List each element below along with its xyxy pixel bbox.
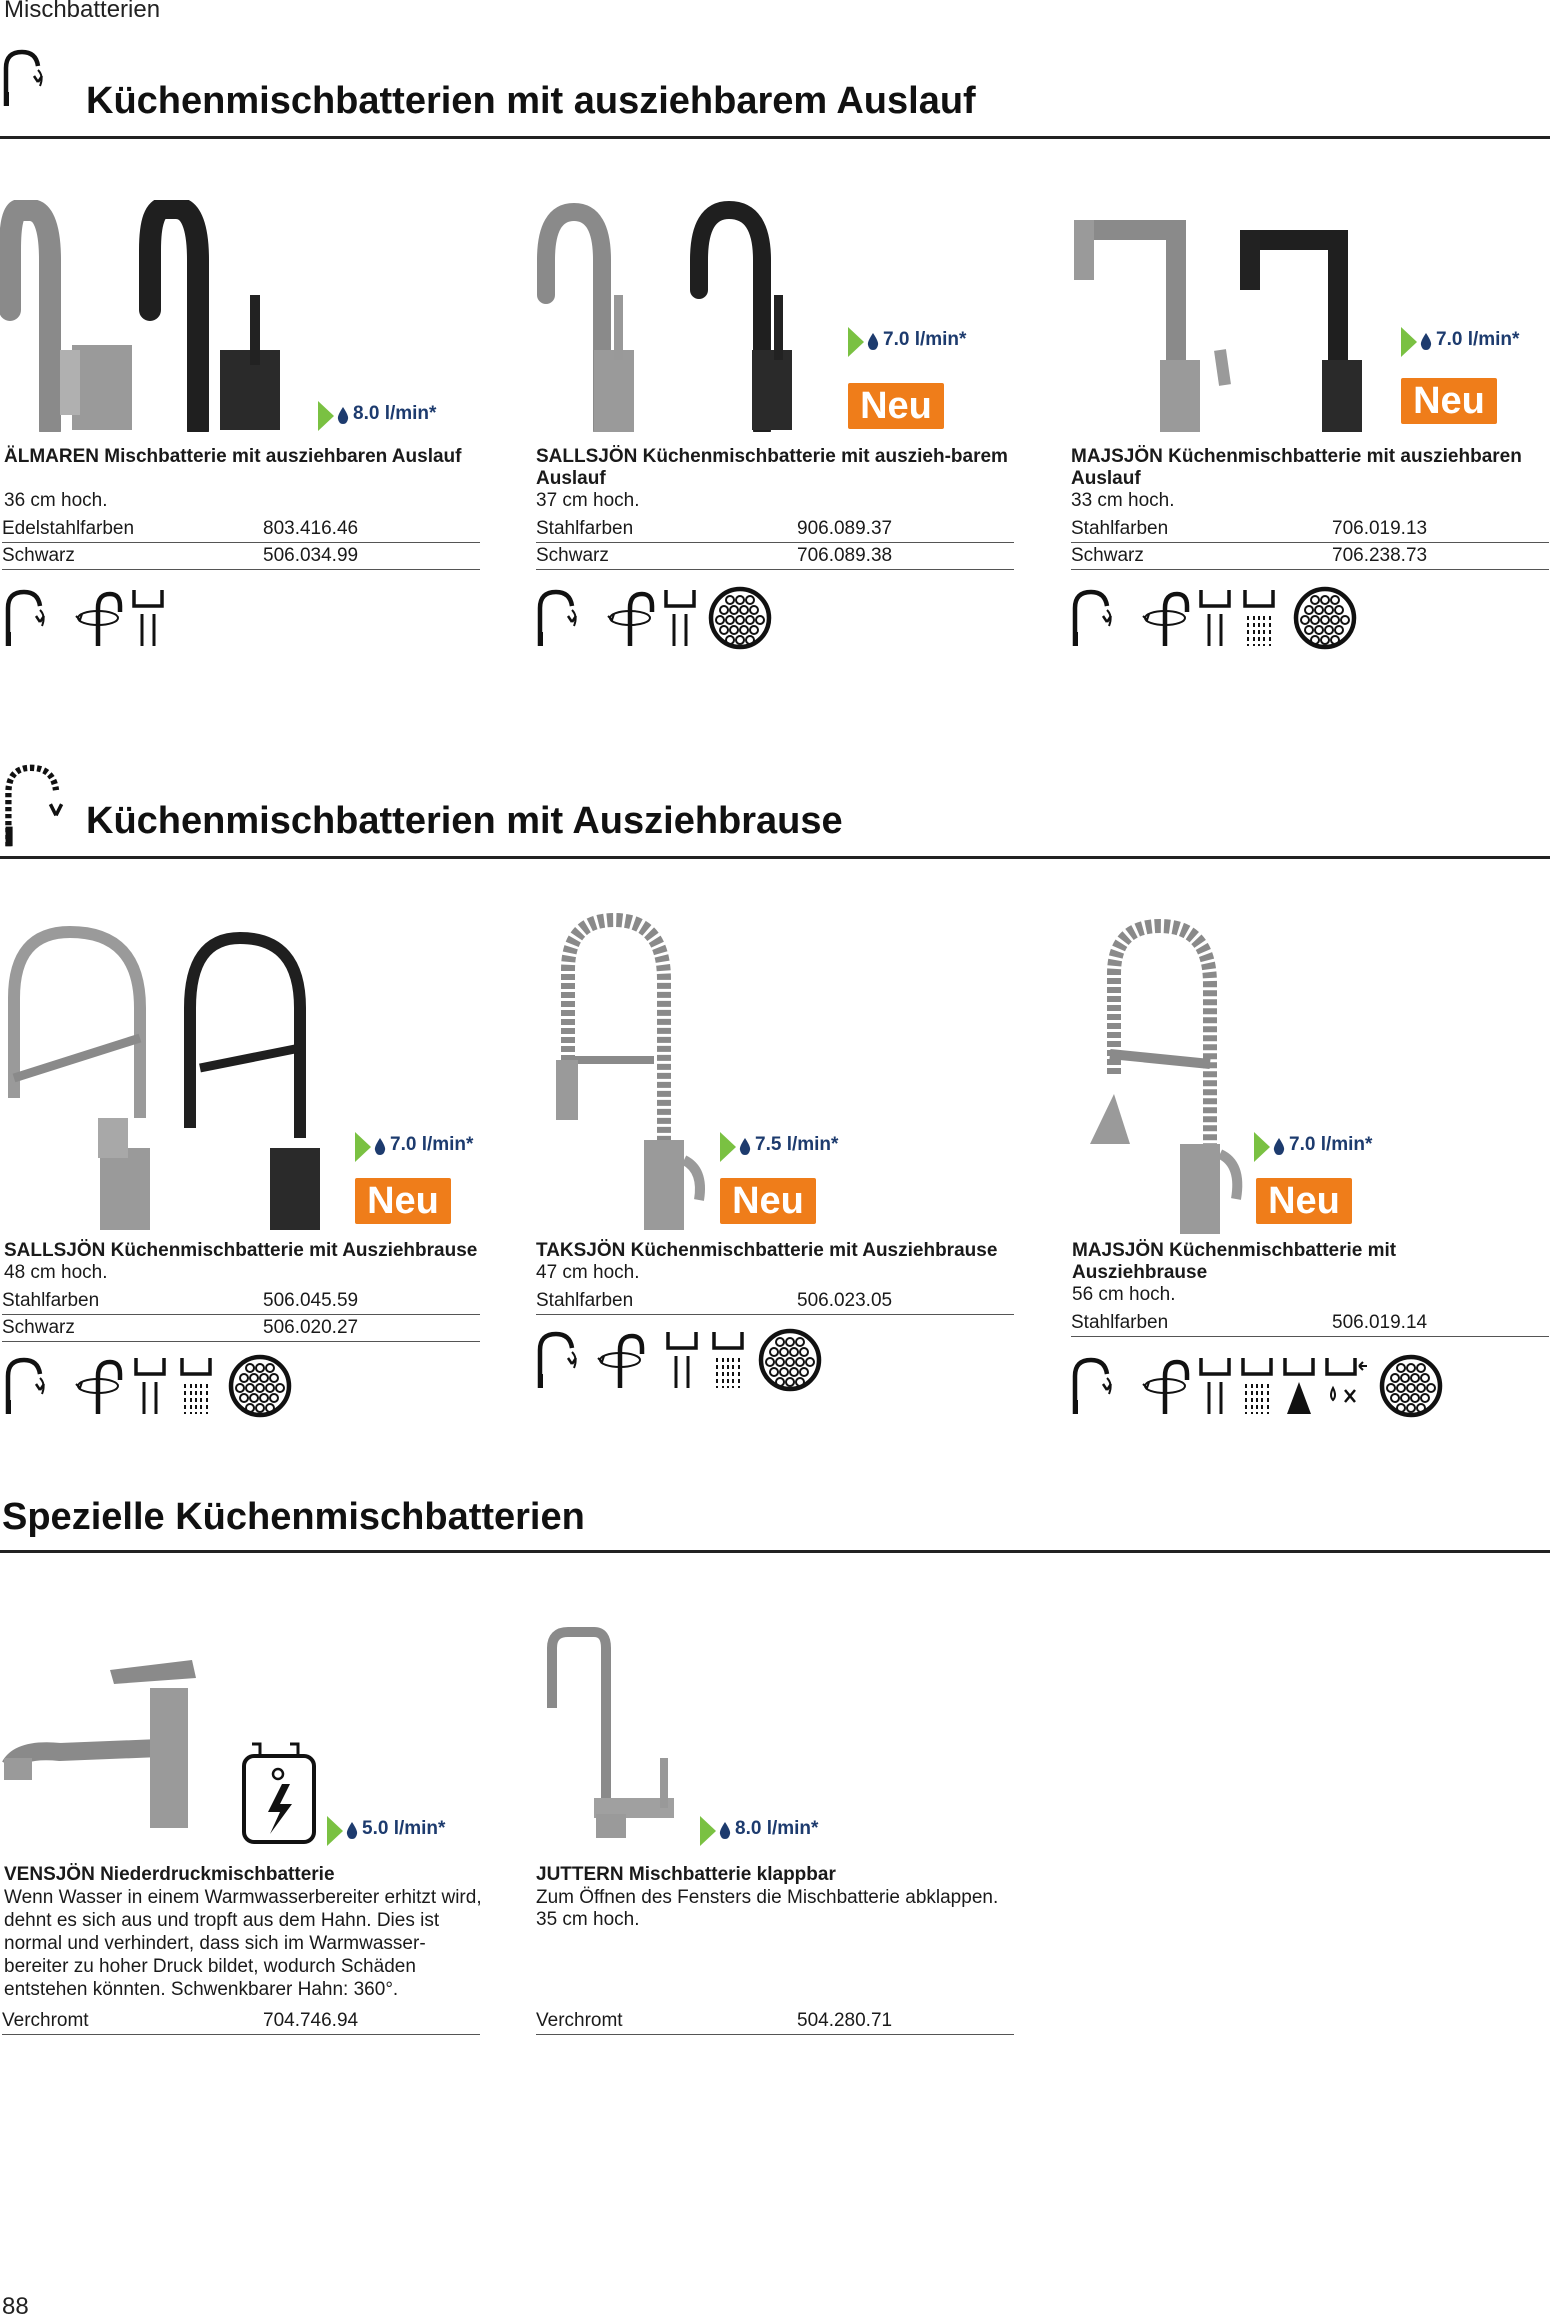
product-description-vensjon: Wenn Wasser in einem Warmwasserbereiter erhitzt wird, dehnt es sich aus und tropft aus dem Hahn. Dies ist normal und verhindert, dass sich im Warmwasser-bereiter zu hoher Druck bildet, wodurch Schäden entstehen könnten. Schwenkbarer Hahn: 360°. [4, 1887, 482, 2000]
variant-row: Stahlfarben 706.019.13 [1071, 516, 1549, 543]
water-stop-icon [1323, 1354, 1367, 1418]
single-hole-icon [1197, 1354, 1233, 1418]
page-number: 88 [2, 2293, 29, 2320]
product-image-sallsjon-spray [0, 918, 340, 1230]
section-rule [0, 136, 1550, 139]
product-name-almaren: ÄLMAREN Mischbatterie mit ausziehbaren Auslauf [4, 446, 462, 467]
swivel-spout-icon [74, 1354, 124, 1418]
single-hole-icon [130, 586, 166, 650]
product-image-vensjon [0, 1648, 210, 1828]
product-image-taksjon [534, 910, 714, 1230]
pull-out-spray-icon [1069, 1354, 1119, 1418]
pull-out-spout-icon [0, 38, 50, 118]
anti-limescale-icon [228, 1354, 292, 1418]
product-image-majsjon [1070, 210, 1370, 432]
variant-row: Verchromt 504.280.71 [536, 2008, 1014, 2035]
pull-out-spout-icon [534, 586, 584, 650]
variant-row: Schwarz 706.238.73 [1071, 543, 1549, 570]
product-name-juttern: JUTTERN Mischbatterie klappbar [536, 1864, 836, 1885]
product-image-majsjon-spray [1070, 914, 1250, 1234]
swivel-spout-icon [596, 1328, 646, 1392]
variant-row: Schwarz 506.020.27 [2, 1315, 480, 1342]
variant-row: Stahlfarben 506.045.59 [2, 1288, 480, 1315]
product-height-sallsjon: 37 cm hoch. [536, 490, 640, 511]
new-badge: Neu [1256, 1178, 1352, 1224]
variant-row: Stahlfarben 506.019.14 [1071, 1310, 1549, 1337]
pull-out-spout-icon [2, 586, 52, 650]
swivel-spout-icon [606, 586, 656, 650]
anti-limescale-icon [708, 586, 772, 650]
new-badge: Neu [720, 1178, 816, 1224]
product-height-sallsjon-spray: 48 cm hoch. [4, 1262, 108, 1283]
product-height-majsjon-spray: 56 cm hoch. [1072, 1284, 1176, 1305]
product-image-sallsjon [534, 200, 834, 432]
product-height-majsjon: 33 cm hoch. [1071, 490, 1175, 511]
jet-function-icon [1281, 1354, 1317, 1418]
new-badge: Neu [355, 1178, 451, 1224]
product-image-juttern [534, 1618, 694, 1838]
swivel-spout-icon [1141, 1354, 1191, 1418]
variant-row: Verchromt 704.746.94 [2, 2008, 480, 2035]
section-title: Spezielle Küchenmischbatterien [2, 1496, 585, 1538]
pull-out-spray-icon [534, 1328, 584, 1392]
product-image-almaren [0, 200, 300, 432]
variant-row: Stahlfarben 906.089.37 [536, 516, 1014, 543]
section-title: Küchenmischbatterien mit ausziehbarem Auslauf [86, 80, 976, 122]
pull-out-spray-icon [2, 1354, 52, 1418]
new-badge: Neu [1401, 378, 1497, 424]
variant-row: Schwarz 506.034.99 [2, 543, 480, 570]
product-name-majsjon-spray: MAJSJÖN Küchenmischbatterie mit Ausziehbrause [1072, 1240, 1397, 1283]
product-height-taksjon: 47 cm hoch. [536, 1262, 640, 1283]
variant-row: Stahlfarben 506.023.05 [536, 1288, 1014, 1315]
spray-function-icon [178, 1354, 214, 1418]
swivel-spout-icon [74, 586, 124, 650]
single-hole-icon [1197, 586, 1233, 650]
section-rule [0, 856, 1550, 859]
spray-function-icon [710, 1328, 746, 1392]
pull-out-spout-icon [1069, 586, 1119, 650]
variant-row: Edelstahlfarben 803.416.46 [2, 516, 480, 543]
anti-limescale-icon [758, 1328, 822, 1392]
spray-function-icon [1239, 1354, 1275, 1418]
anti-limescale-icon [1293, 586, 1357, 650]
water-heater-icon [240, 1734, 320, 1844]
anti-limescale-icon [1379, 1354, 1443, 1418]
spray-function-icon [1241, 586, 1277, 650]
product-name-majsjon: MAJSJÖN Küchenmischbatterie mit ausziehbaren Auslauf [1071, 446, 1522, 489]
product-height-almaren: 36 cm hoch. [4, 490, 108, 511]
single-hole-icon [132, 1354, 168, 1418]
pull-out-spray-icon [0, 762, 70, 852]
single-hole-icon [664, 1328, 700, 1392]
product-description-juttern: Zum Öffnen des Fensters die Mischbatterie abklappen. [536, 1887, 999, 1908]
product-height-juttern: 35 cm hoch. [536, 1909, 640, 1930]
product-name-taksjon: TAKSJÖN Küchenmischbatterie mit Ausziehbrause [536, 1240, 998, 1261]
single-hole-icon [662, 586, 698, 650]
product-name-sallsjon-spray: SALLSJÖN Küchenmischbatterie mit Ausziehbrause [4, 1240, 478, 1261]
swivel-spout-icon [1141, 586, 1191, 650]
section-rule [0, 1550, 1550, 1553]
product-name-sallsjon: SALLSJÖN Küchenmischbatterie mit auszieh-barem Auslauf [536, 446, 1008, 489]
new-badge: Neu [848, 383, 944, 429]
section-title: Küchenmischbatterien mit Ausziehbrause [86, 800, 843, 842]
page-header-section: Mischbatterien [4, 0, 161, 23]
product-name-vensjon: VENSJÖN Niederdruckmischbatterie [4, 1864, 335, 1885]
variant-row: Schwarz 706.089.38 [536, 543, 1014, 570]
